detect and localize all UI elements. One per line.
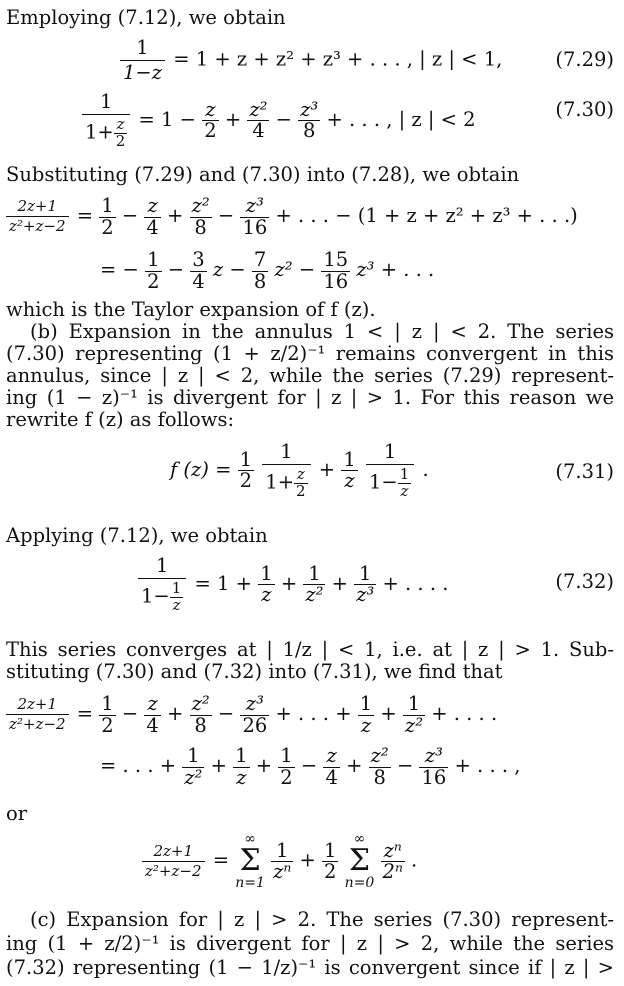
equation-7-29: $\frac{1}{1-z}$ = 1 + z + z² + z³ + . . . , | z | < 1, <box>118 38 502 82</box>
equation-number: (7.30) <box>555 98 614 121</box>
text-line: Substituting (7.29) and (7.30) into (7.28), we obtain <box>6 163 520 186</box>
equation-annulus-1: $\frac{2z+1}{\text{z²+z−2}}$ = $\frac{1}{2}$ − $\frac{z}{4}$ + $\frac{\text{z²}}{8}$ − $\frac{\text{z³}}{26}$ + . . . + $\frac{1}{z}$ + $\frac{1}{\text{z²}}$ + . . . . <box>4 694 497 735</box>
equation-7-31: f (z) = $\frac{1}{2}$ 1 1+ $\frac{z}{2}$ + $\frac{1}{z}$ 1 1− $\frac{1}{z}$ . <box>170 440 429 500</box>
text-line: rewrite f (z) as follows: <box>6 408 235 431</box>
equation-number: (7.29) <box>555 48 614 71</box>
equation-7-32: 1 1− $\frac{1}{z}$ = 1 + $\frac{1}{z}$ + $\frac{1}{\text{z²}}$ + $\frac{1}{\text{z³}}$ + . . . . <box>136 556 448 613</box>
equation-sum-form: $\frac{2z+1}{\text{z²+z−2}}$ = ∞ Σ n=1 $\frac{1}{\text{zⁿ}}$ + $\frac{1}{2}$ ∞ Σ n=0 $\frac{\text{zⁿ}}{\text{2ⁿ}}$ . <box>140 832 417 890</box>
text-line: (b) Expansion in the annulus 1 < | z | < 2. The series <box>30 320 614 343</box>
text-line: This series converges at | 1/z | < 1, i.e. at | z | > 1. Sub- <box>6 638 614 661</box>
text-line: Applying (7.12), we obtain <box>6 524 268 547</box>
text-line: (7.32) representing (1 − 1/z)⁻¹ is convergent since if | z | > <box>6 956 614 979</box>
text-line: stituting (7.30) and (7.32) into (7.31), we find that <box>6 660 503 683</box>
equation-substitution: $\frac{2z+1}{\text{z²+z−2}}$ = $\frac{1}{2}$ − $\frac{z}{4}$ + $\frac{\text{z²}}{8}$ − $\frac{\text{z³}}{16}$ + . . . − (1 + z + z² + z³ + . . .) <box>4 196 578 237</box>
text-line: (c) Expansion for | z | > 2. The series (7.30) represent- <box>30 908 614 931</box>
equation-number: (7.31) <box>555 460 614 483</box>
text-line: ing (1 + z/2)⁻¹ is divergent for | z | > 2, while the series <box>6 932 614 955</box>
text-line: which is the Taylor expansion of f (z). <box>6 298 376 321</box>
text-line: or <box>6 802 28 825</box>
equation-annulus-2: = . . . + $\frac{1}{\text{z²}}$ + $\frac{1}{z}$ + $\frac{1}{2}$ − $\frac{z}{4}$ + $\frac{\text{z²}}{8}$ − $\frac{\text{z³}}{16}$ + . . . , <box>100 744 521 789</box>
equation-taylor-result: = − $\frac{1}{2}$ − $\frac{3}{4}$ z − $\frac{7}{8}$ z² − $\frac{15}{16}$ z³ + . . . <box>100 248 435 293</box>
text-line: Employing (7.12), we obtain <box>6 6 286 29</box>
equation-number: (7.32) <box>555 570 614 593</box>
text-line: (7.30) representing (1 + z/2)⁻¹ remains convergent in this <box>6 342 614 365</box>
text-line: ing (1 − z)⁻¹ is divergent for | z | > 1. For this reason we <box>6 386 614 409</box>
text-line: annulus, since | z | < 2, while the series (7.29) represent- <box>6 364 614 387</box>
equation-7-30: 1 1+ $\frac{z}{2}$ = 1 − $\frac{z}{2}$ + $\frac{\text{z²}}{4}$ − $\frac{\text{z³}}{8}$ + . . . , | z | < 2 <box>80 92 476 149</box>
